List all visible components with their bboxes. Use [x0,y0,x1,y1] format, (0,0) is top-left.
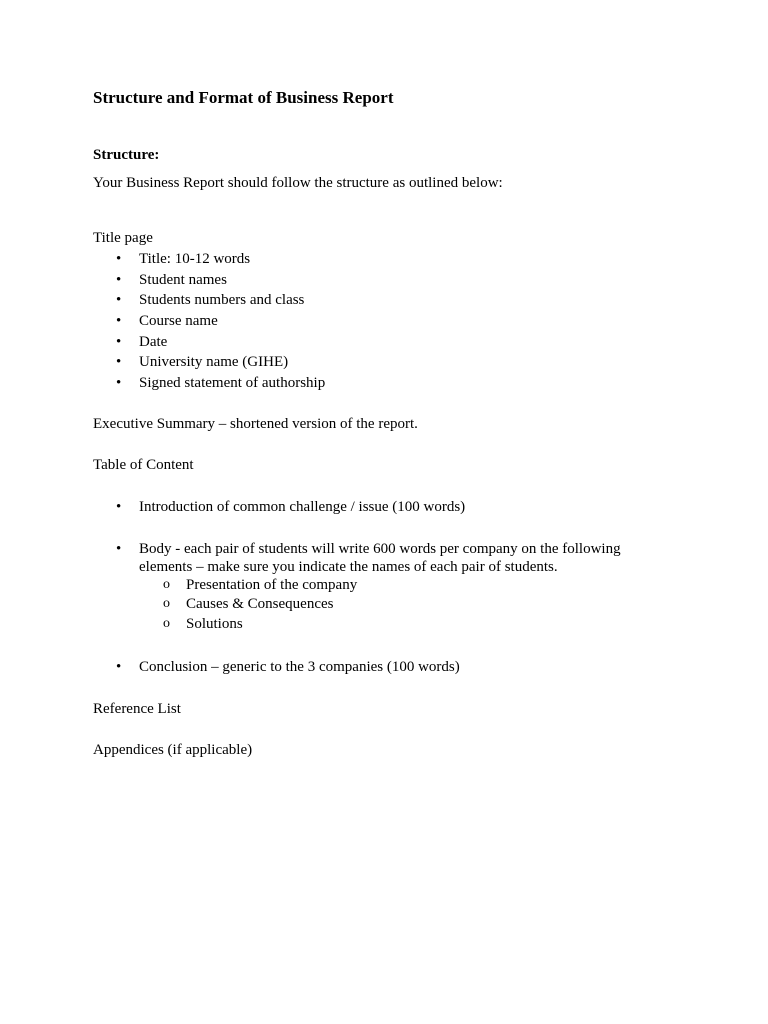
list-item [0,311,768,331]
list-item-text: Signed statement of authorship [139,375,326,391]
bullet-icon: • [116,292,122,308]
list-item [0,270,768,290]
list-item-text: Course name [139,313,218,329]
appendices-label: Appendices (if applicable) [93,742,253,758]
structure-heading: Structure: [93,147,160,163]
document-title: Structure and Format of Business Report [93,88,394,107]
bullet-icon: • [116,272,122,288]
circle-bullet-icon: o [163,616,170,631]
sublist-item [0,614,768,634]
list-item [0,539,768,559]
sublist-item-text: Presentation of the company [186,577,358,593]
list-item-text: University name (GIHE) [139,354,289,370]
bullet-icon: • [116,659,122,675]
list-item-text: Title: 10-12 words [139,251,251,267]
bullet-icon: • [116,251,122,267]
intro-paragraph: Your Business Report should follow the structure as outlined below: [93,175,503,191]
list-item [0,332,768,352]
executive-summary-text: Executive Summary – shortened version of the report. [93,416,418,432]
bullet-icon: • [116,375,122,391]
list-item [0,373,768,393]
list-item-text: Date [139,334,168,350]
reference-list-label: Reference List [93,701,181,717]
sublist-item-text: Causes & Consequences [186,596,334,612]
list-item [0,249,768,269]
list-item-text: Conclusion – generic to the 3 companies (100 words) [139,659,460,675]
list-item [0,290,768,310]
table-of-content-label: Table of Content [93,457,194,473]
list-item [0,352,768,372]
bullet-icon: • [116,499,122,515]
list-item-text: Students numbers and class [139,292,305,308]
list-item-text: elements – make sure you indicate the names of each pair of students. [139,559,558,575]
bullet-icon: • [116,313,122,329]
list-item-text: Introduction of common challenge / issue (100 words) [139,499,466,515]
bullet-icon: • [116,334,122,350]
sublist-item [0,575,768,595]
sublist-item [0,594,768,614]
bullet-icon: • [116,541,122,557]
list-item-text: Body - each pair of students will write 600 words per company on the following [139,541,621,557]
circle-bullet-icon: o [163,577,170,592]
title-page-label: Title page [93,230,153,246]
list-item-text: Student names [139,272,227,288]
list-item [0,657,768,677]
circle-bullet-icon: o [163,596,170,611]
sublist-item-text: Solutions [186,616,243,632]
bullet-icon: • [116,354,122,370]
list-item-continuation [0,557,768,577]
list-item [0,497,768,517]
